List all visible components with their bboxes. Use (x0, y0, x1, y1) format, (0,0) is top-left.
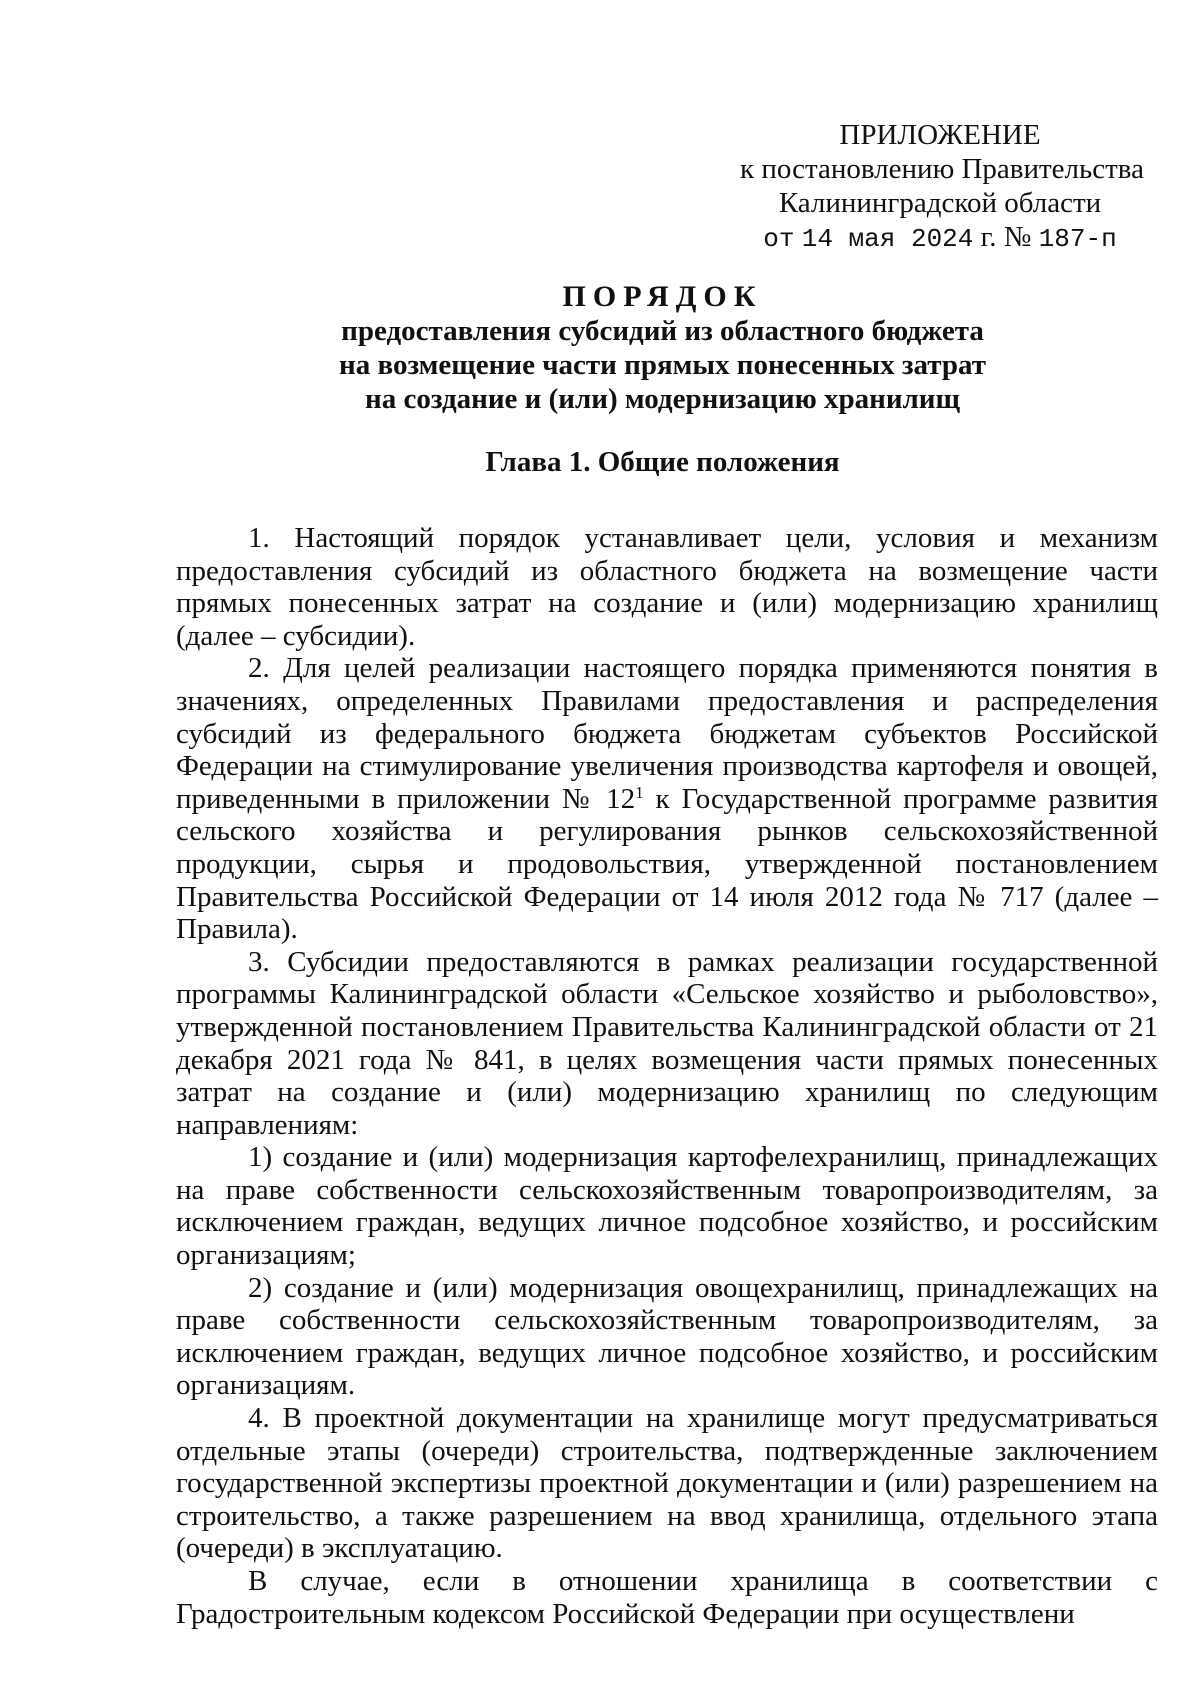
appendix-heading: ПРИЛОЖЕНИЕ (839, 119, 1041, 151)
appendix-line-2: Калининградской области (778, 187, 1102, 219)
date-prefix: от (763, 224, 795, 254)
paragraph-2-part-b: к Государственной программе развития сельского хозяйства и регулирования рынков сельскохозяйственной продукции, сырья и продовольствия, утвержденной постановлением Правительства Российской Федерации от 14 июля 2012 года № 717 (далее – Правила). (176, 782, 1158, 946)
number-value: 187-п (1038, 224, 1117, 254)
chapter-heading: Глава 1. Общие положения (485, 446, 840, 478)
paragraph-3-item-2: 2) создание и (или) модернизация овощехранилищ, принадлежащих на праве собственности сельскохозяйственным товаропроизводителям, за исключением граждан, ведущих личное подсобное хозяйство, и российским организациям. (176, 1271, 1158, 1402)
paragraph-4: 4. В проектной документации на хранилище могут предусматриваться отдельные этапы (очереди) строительства, подтвержденные заключением государственной экспертизы проектной документации и (или) разрешением на строительство, а также разрешением на ввод хранилища, отдельного этапа (очереди) в эксплуатацию. (176, 1402, 1158, 1565)
document-body (176, 522, 1158, 1630)
appendix-line-1: к постановлению Правительства (740, 153, 1144, 185)
paragraph-3: 3. Субсидии предоставляются в рамках реализации государственной программы Калининградской области «Сельское хозяйство и рыболовство», утвержденной постановлением Правительства Калининградской области от 21 декабря 2021 года № 841, в целях возмещения части прямых понесенных затрат на создание и (или) модернизацию хранилищ по следующим направлениям: (176, 945, 1158, 1141)
title-line-1: предоставления субсидий из областного бюджета (341, 315, 984, 347)
paragraph-3-item-1: 1) создание и (или) модернизация картофелехранилищ, принадлежащих на праве собственности сельскохозяйственным товаропроизводителям, за исключением граждан, ведущих личное подсобное хозяйство, и российским организациям; (176, 1141, 1158, 1272)
date-mid: г. № (980, 221, 1032, 253)
title-main: ПОРЯДОК (562, 280, 763, 313)
paragraph-2-part-a: 2. Для целей реализации настоящего порядка применяются понятия в значениях, определенных Правилами предоставления и распределения субсидий из федерального бюджета бюджетам субъектов Российской Федерации на стимулирование увеличения производства картофеля и овощей, приведенными в приложении № 12 (176, 652, 1158, 815)
document-title (160, 280, 1165, 416)
date-value: 14 мая 2024 (801, 224, 974, 254)
paragraph-1: 1. Настоящий порядок устанавливает цели, условия и механизм предоставления субсидий из областного бюджета на возмещение части прямых понесенных затрат на создание и (или) модернизацию хранилищ (далее – субсидии). (176, 522, 1158, 652)
paragraph-2-superscript: 1 (635, 782, 644, 802)
paragraph-2 (176, 652, 1158, 945)
paragraph-5: В случае, если в отношении хранилища в соответствии с Градостроительным кодексом Российской Федерации при осуществлени (176, 1565, 1158, 1630)
appendix-date-line (740, 220, 1140, 256)
appendix-block (740, 118, 1144, 256)
title-line-2: на возмещение части прямых понесенных затрат (339, 349, 986, 381)
title-line-3: на создание и (или) модернизацию хранилищ (365, 383, 960, 415)
